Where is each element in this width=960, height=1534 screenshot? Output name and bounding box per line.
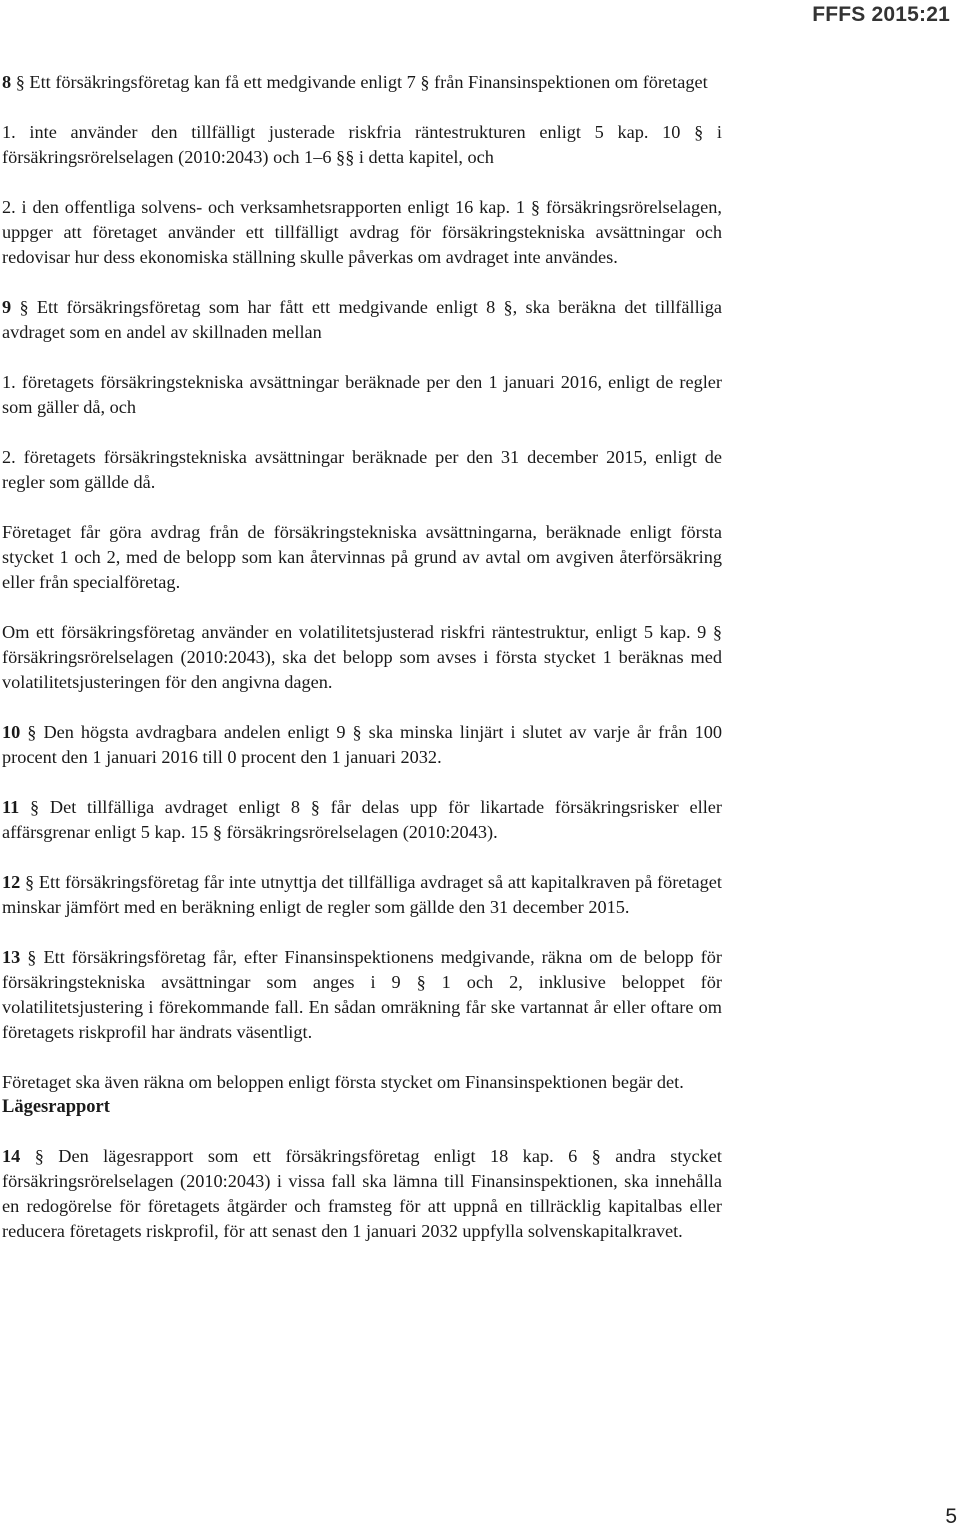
section-13: 13 § Ett försäkringsföretag får, efter Finansinspektionens medgivande, räkna om de belopp för försäkringstekniska avsättningar som anges i 9 § 1 och 2, inklusive beloppet för volatilitetsjustering i förekommande fall. En sådan omräkning får ske vartannat år eller oftare om företagets riskprofil har ändrats väsentligt. bbox=[2, 947, 722, 1042]
document-id: FFFS 2015:21 bbox=[812, 3, 950, 26]
section-8-intro: 8 § Ett försäkringsföretag kan få ett medgivande enligt 7 § från Finansinspektionen om företaget bbox=[2, 72, 708, 92]
section-number: 8 bbox=[2, 72, 12, 92]
section-9-paragraph-4: Om ett försäkringsföretag använder en volatilitetsjusterad riskfri räntestruktur, enligt 5 kap. 9 § försäkringsrörelselagen (2010:2043), ska det belopp som avses i första stycket 1 beräknas med volatilitetsjusteringen för den angivna dagen. bbox=[2, 622, 722, 692]
heading-lagesrapport: Lägesrapport bbox=[2, 1097, 110, 1117]
section-number: 11 bbox=[2, 797, 20, 817]
section-9-intro: 9 § Ett försäkringsföretag som har fått ett medgivande enligt 8 §, ska beräkna det tillfälliga avdraget som en andel av skillnaden mellan bbox=[2, 297, 722, 342]
section-8-item-2: 2. i den offentliga solvens- och verksamhetsrapporten enligt 16 kap. 1 § försäkringsrörelselagen, uppger att företaget använder ett tillfälligt avdrag för försäkringstekniska avsättningar och redovisar hur dess ekonomiska ställning skulle påverkas om avdraget inte användes. bbox=[2, 197, 722, 267]
section-number: 10 bbox=[2, 722, 21, 742]
section-9-item-1: 1. företagets försäkringstekniska avsättningar beräknade per den 1 januari 2016, enligt de regler som gäller då, och bbox=[2, 372, 722, 417]
section-13-paragraph-2: Företaget ska även räkna om beloppen enligt första stycket om Finansinspektionen begär det. bbox=[2, 1072, 684, 1092]
section-9-paragraph-3: Företaget får göra avdrag från de försäkringstekniska avsättningarna, beräknade enligt första stycket 1 och 2, med de belopp som kan återvinnas på grund av avtal om avgiven återförsäkring eller från specialföretag. bbox=[2, 522, 722, 592]
section-8-item-1: 1. inte använder den tillfälligt justerade riskfria räntestrukturen enligt 5 kap. 10 § i försäkringsrörelselagen (2010:2043) och 1–6 §§ i detta kapitel, och bbox=[2, 122, 722, 167]
section-12: 12 § Ett försäkringsföretag får inte utnyttja det tillfälliga avdraget så att kapitalkraven på företaget minskar jämfört med en beräkning enligt de regler som gällde den 31 december 2015. bbox=[2, 872, 722, 917]
section-9-item-2: 2. företagets försäkringstekniska avsättningar beräknade per den 31 december 2015, enligt de regler som gällde då. bbox=[2, 447, 722, 492]
section-14: 14 § Den lägesrapport som ett försäkringsföretag enligt 18 kap. 6 § andra stycket försäkringsrörelselagen (2010:2043) i vissa fall ska lämna till Finansinspektionen, ska innehålla en redogörelse för företagets åtgärder och framsteg för att uppnå en tillräcklig kapitalbas eller reducera företagets riskprofil, för att senast den 1 januari 2032 uppfylla solvenskapitalkravet. bbox=[2, 1146, 722, 1241]
document-body bbox=[2, 70, 722, 1244]
section-number: 12 bbox=[2, 872, 21, 892]
section-11: 11 § Det tillfälliga avdraget enligt 8 § får delas upp för likartade försäkringsrisker eller affärsgrenar enligt 5 kap. 15 § försäkringsrörelselagen (2010:2043). bbox=[2, 797, 722, 842]
page-number: 5 bbox=[945, 1505, 957, 1528]
section-10: 10 § Den högsta avdragbara andelen enligt 9 § ska minska linjärt i slutet av varje år från 100 procent den 1 januari 2016 till 0 procent den 1 januari 2032. bbox=[2, 722, 723, 767]
section-number: 13 bbox=[2, 947, 21, 967]
section-number: 14 bbox=[2, 1146, 21, 1166]
section-number: 9 bbox=[2, 297, 12, 317]
